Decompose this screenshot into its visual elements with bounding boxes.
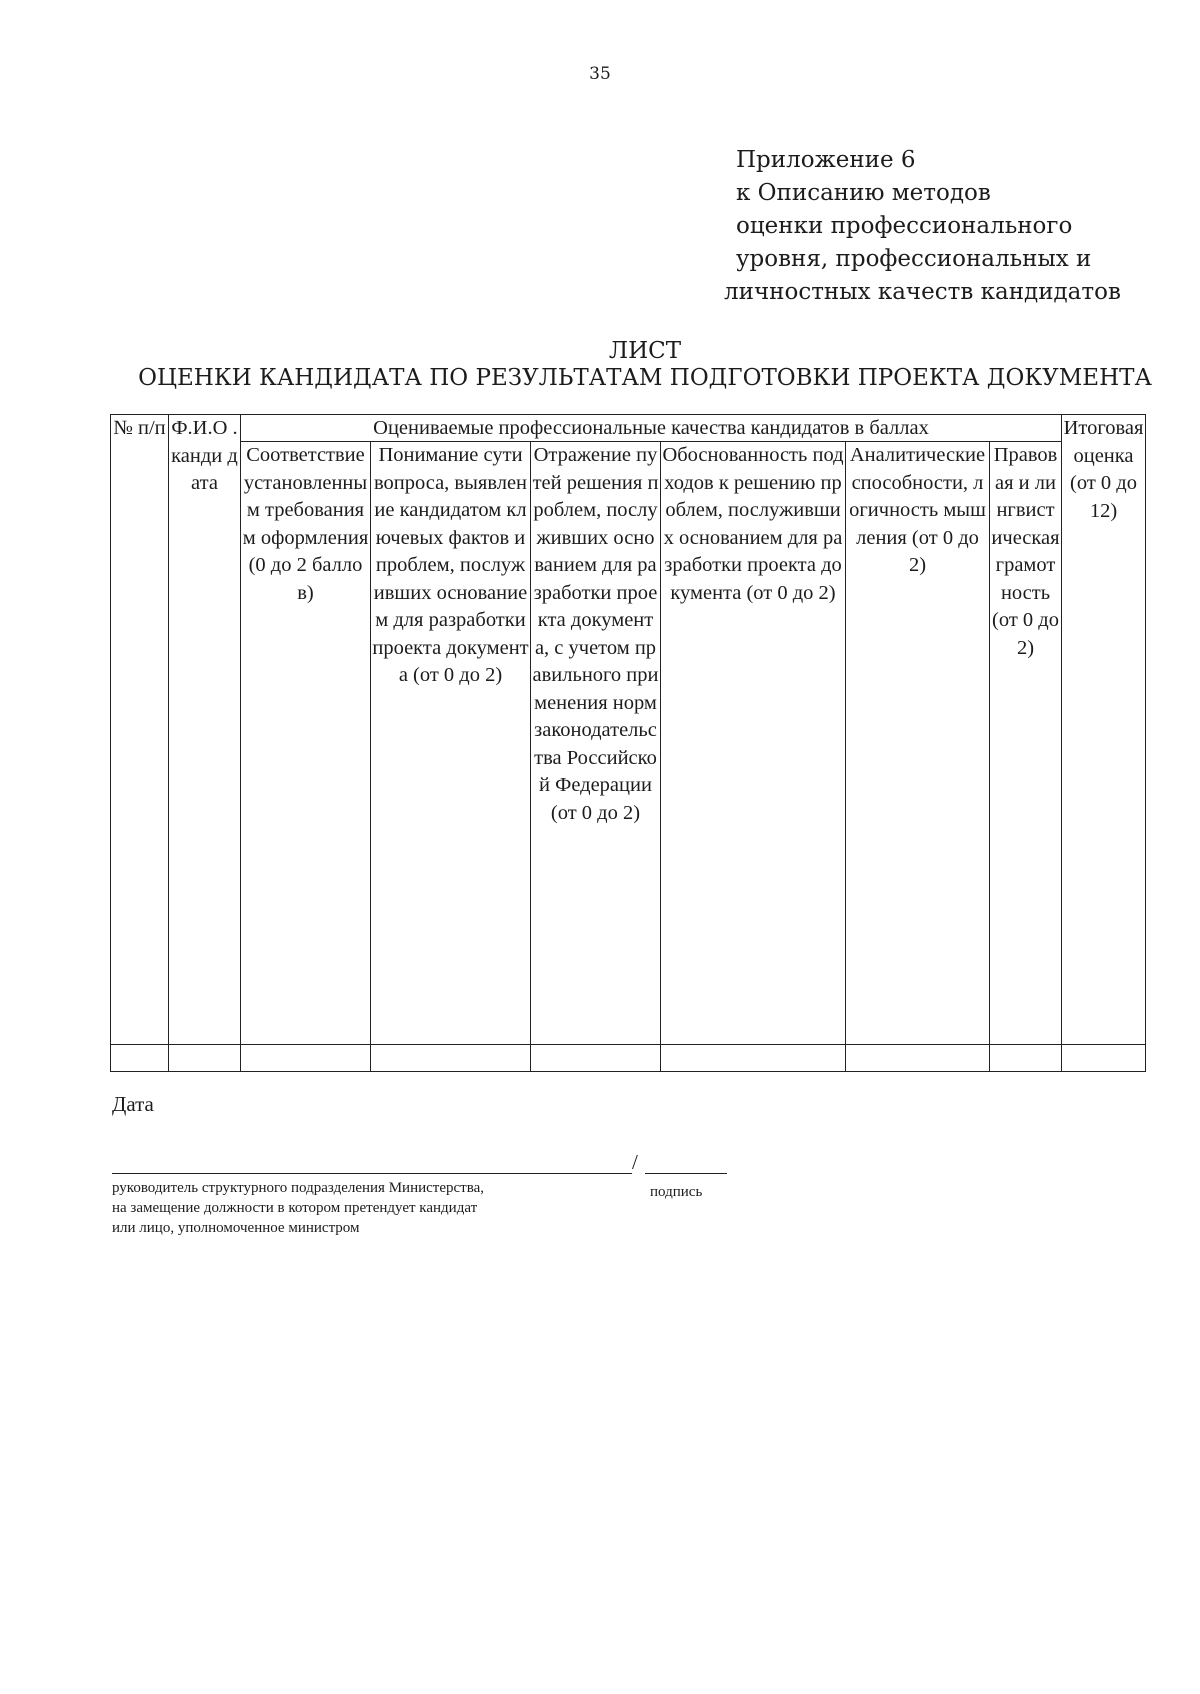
criterion-header: Отражение путей решения проблем, послуживших основанием для разработки проекта документа, с учетом правильного применения норм законодательства Российской Федерации (от 0 до 2) <box>531 442 661 1045</box>
table-header-row <box>111 415 1146 442</box>
signer-line <box>112 1173 632 1174</box>
table-cell <box>371 1045 531 1072</box>
signature-line <box>645 1173 727 1174</box>
signer-caption-line: на замещение должности в котором претендует кандидат <box>112 1200 478 1216</box>
title-line-2: ОЦЕНКИ КАНДИДАТА ПО РЕЗУЛЬТАТАМ ПОДГОТОВКИ ПРОЕКТА ДОКУМЕНТА <box>138 365 1152 391</box>
table-row <box>111 1045 1146 1072</box>
appendix-line: личностных качеств кандидатов <box>724 279 1121 305</box>
table-cell <box>241 1045 371 1072</box>
signer-caption-line: или лицо, уполномоченное министром <box>112 1220 360 1236</box>
signer-caption <box>112 1178 632 1238</box>
table-cell <box>169 1045 241 1072</box>
column-header-name: Ф.И.О . канди дата <box>169 415 241 1045</box>
appendix-note <box>724 144 1156 309</box>
table-cell <box>661 1045 846 1072</box>
column-header-number: № п/п <box>111 415 169 1045</box>
signer-caption-line: руководитель структурного подразделения Министерства, <box>112 1180 484 1196</box>
column-group-header: Оцениваемые профессиональные качества кандидатов в баллах <box>241 415 1062 442</box>
appendix-line: Приложение 6 <box>736 147 916 173</box>
table-cell <box>846 1045 990 1072</box>
table-cell <box>531 1045 661 1072</box>
document-title <box>0 338 1200 392</box>
criterion-header: Понимание сути вопроса, выявление кандидатом ключевых фактов и проблем, послуживших основанием для разработки проекта документа (от 0 до 2) <box>371 442 531 1045</box>
criterion-header: Соответствие установленным требованиям оформления (0 до 2 баллов) <box>241 442 371 1045</box>
appendix-line: уровня, профессиональных и <box>736 246 1092 272</box>
table-cell <box>1062 1045 1146 1072</box>
table-cell <box>111 1045 169 1072</box>
appendix-line: к Описанию методов <box>736 180 991 206</box>
evaluation-table <box>110 414 1146 1072</box>
criterion-header: Правовая и лингвистическая грамотность (от 0 до 2) <box>990 442 1062 1045</box>
criterion-header: Обоснованность подходов к решению проблем, послуживших основанием для разработки проекта документа (от 0 до 2) <box>661 442 846 1045</box>
appendix-line: оценки профессионального <box>736 213 1073 239</box>
table-subheader-row <box>111 442 1146 1045</box>
date-label: Дата <box>112 1092 154 1116</box>
page-number: 35 <box>589 64 611 84</box>
column-header-total: Итоговая оценка (от 0 до 12) <box>1062 415 1146 1045</box>
title-line-1: ЛИСТ <box>608 338 682 364</box>
criterion-header: Аналитические способности, логичность мышления (от 0 до 2) <box>846 442 990 1045</box>
signature-separator: / <box>632 1150 638 1174</box>
table-cell <box>990 1045 1062 1072</box>
signature-caption: подпись <box>650 1184 703 1200</box>
